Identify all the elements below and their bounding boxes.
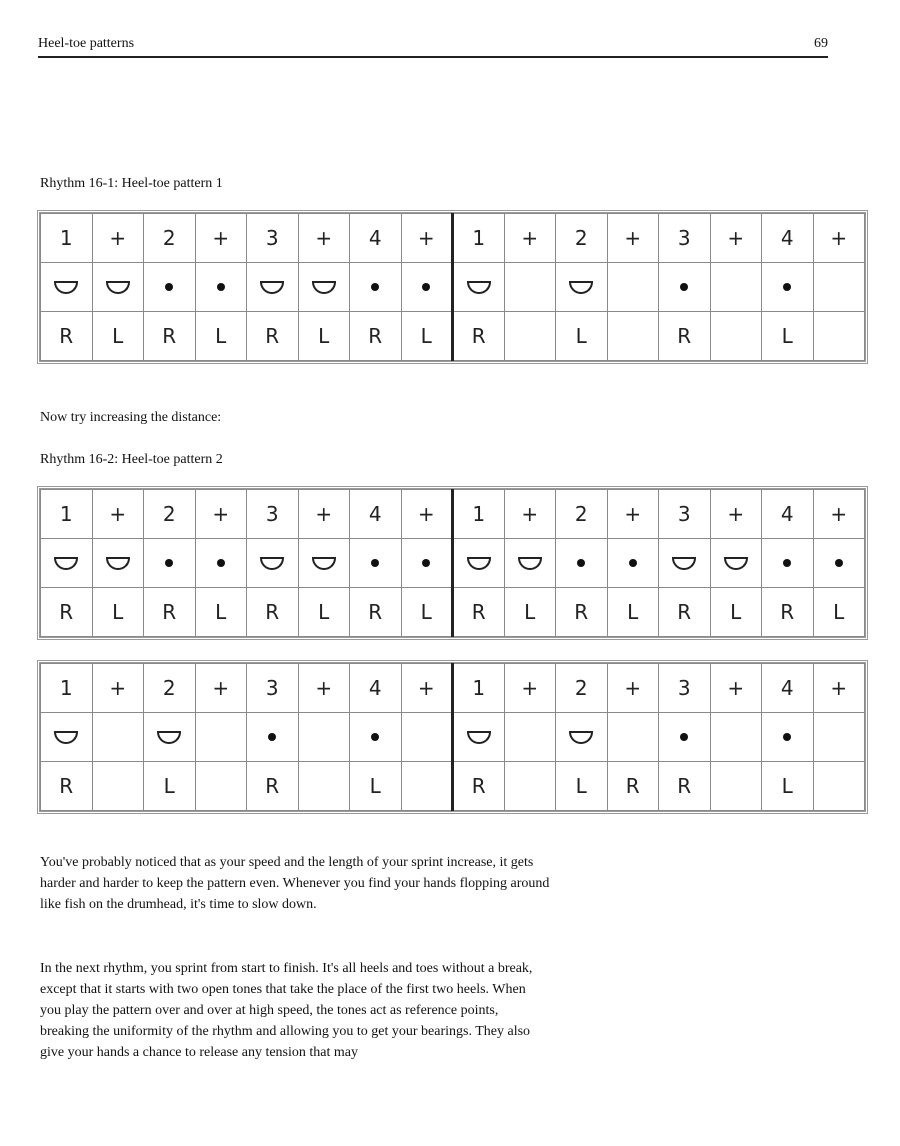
count-cell — [607, 664, 659, 713]
hand-label: L — [215, 600, 227, 624]
count-cell — [659, 490, 711, 539]
strokes-row — [41, 263, 865, 312]
hand-cell — [556, 588, 608, 637]
count-label: 2 — [162, 226, 176, 250]
stroke-cell — [762, 539, 814, 588]
count-label: 2 — [162, 676, 176, 700]
heel-icon — [260, 557, 284, 570]
heel-icon — [157, 731, 181, 744]
count-label: + — [109, 226, 127, 250]
hand-cell — [92, 588, 144, 637]
count-label: + — [830, 502, 848, 526]
count-label: + — [315, 502, 333, 526]
hand-cell — [813, 762, 865, 811]
hand-label: L — [781, 774, 793, 798]
stroke-cell — [710, 263, 762, 312]
heel-icon — [106, 557, 130, 570]
hand-cell — [453, 588, 505, 637]
count-cell — [92, 664, 144, 713]
hand-label: L — [575, 324, 587, 348]
hand-cell — [350, 762, 402, 811]
hand-cell — [453, 762, 505, 811]
hand-label: R — [471, 600, 486, 624]
heel-icon — [518, 557, 542, 570]
count-cell — [453, 664, 505, 713]
hand-cell — [607, 312, 659, 361]
count-label: + — [212, 676, 230, 700]
stroke-cell — [247, 713, 299, 762]
count-cell — [195, 490, 247, 539]
toe-icon — [629, 559, 637, 567]
stroke-cell — [298, 263, 350, 312]
toe-icon — [835, 559, 843, 567]
count-label: 2 — [574, 226, 588, 250]
count-cell — [195, 214, 247, 263]
stroke-cell — [92, 713, 144, 762]
hand-label: R — [625, 774, 640, 798]
count-cell — [350, 490, 402, 539]
stroke-cell — [453, 539, 505, 588]
count-cell — [92, 214, 144, 263]
hand-cell — [504, 588, 556, 637]
count-cell — [298, 490, 350, 539]
count-label: + — [521, 676, 539, 700]
hand-label: L — [420, 324, 432, 348]
stroke-cell — [762, 263, 814, 312]
count-cell — [298, 214, 350, 263]
count-cell — [41, 490, 93, 539]
count-label: + — [727, 502, 745, 526]
rhythm-1-caption: Rhythm 16-1: Heel-toe pattern 1 — [40, 176, 223, 191]
count-cell — [659, 664, 711, 713]
hand-cell — [41, 312, 93, 361]
hand-label: L — [163, 774, 175, 798]
stroke-cell — [813, 539, 865, 588]
page-header — [38, 34, 828, 58]
count-label: 3 — [265, 676, 279, 700]
count-label: 1 — [59, 676, 73, 700]
hand-cell — [92, 312, 144, 361]
hand-cell — [298, 588, 350, 637]
heel-icon — [467, 281, 491, 294]
count-cell — [710, 664, 762, 713]
hand-label: R — [677, 600, 692, 624]
count-label: + — [624, 226, 642, 250]
count-label: + — [212, 502, 230, 526]
count-cell — [813, 214, 865, 263]
count-label: + — [109, 502, 127, 526]
count-label: 3 — [265, 502, 279, 526]
count-cell — [504, 664, 556, 713]
heel-icon — [312, 281, 336, 294]
counts-row — [41, 214, 865, 263]
toe-icon — [422, 283, 430, 291]
toe-icon — [268, 733, 276, 741]
stroke-cell — [401, 263, 453, 312]
stroke-cell — [710, 539, 762, 588]
count-label: + — [521, 502, 539, 526]
hand-label: R — [471, 774, 486, 798]
stroke-cell — [195, 539, 247, 588]
count-cell — [92, 490, 144, 539]
hands-row — [41, 762, 865, 811]
stroke-cell — [556, 539, 608, 588]
toe-icon — [783, 559, 791, 567]
hand-label: R — [162, 600, 177, 624]
stroke-cell — [659, 263, 711, 312]
hand-label: L — [215, 324, 227, 348]
hand-cell — [453, 312, 505, 361]
toe-icon — [371, 559, 379, 567]
heel-icon — [260, 281, 284, 294]
hand-cell — [710, 312, 762, 361]
count-label: + — [417, 226, 435, 250]
heel-icon — [106, 281, 130, 294]
paragraph-2: In the next rhythm, you sprint from start to finish. It's all heels and toes without a break, except that it starts with two open tones that take the place of the first two heels. When you play the pattern over and over at high speed, the tones act as reference points, breaking the uniformity of the rhythm and allowing you to get your bearings. They also give your hands a chance to release any tension that may — [40, 961, 533, 1060]
count-label: 1 — [472, 676, 486, 700]
hand-cell — [556, 762, 608, 811]
counts-row — [41, 664, 865, 713]
hand-label: R — [59, 774, 74, 798]
hand-cell — [195, 588, 247, 637]
count-cell — [504, 490, 556, 539]
stroke-cell — [247, 263, 299, 312]
hand-label: R — [265, 600, 280, 624]
count-cell — [298, 664, 350, 713]
count-cell — [401, 664, 453, 713]
stroke-cell — [144, 713, 196, 762]
count-label: + — [315, 676, 333, 700]
hand-label: L — [420, 600, 432, 624]
heel-icon — [569, 281, 593, 294]
hand-cell — [813, 588, 865, 637]
hand-label: R — [162, 324, 177, 348]
count-cell — [195, 664, 247, 713]
count-cell — [813, 664, 865, 713]
hand-label: L — [833, 600, 845, 624]
hand-cell — [607, 762, 659, 811]
stroke-cell — [92, 539, 144, 588]
hand-label: R — [677, 324, 692, 348]
hand-label: R — [677, 774, 692, 798]
hand-label: R — [574, 600, 589, 624]
count-label: + — [830, 676, 848, 700]
hand-cell — [401, 312, 453, 361]
toe-icon — [680, 283, 688, 291]
stroke-cell — [556, 713, 608, 762]
stroke-cell — [401, 539, 453, 588]
stroke-cell — [144, 263, 196, 312]
stroke-cell — [659, 713, 711, 762]
hand-cell — [556, 312, 608, 361]
hand-label: R — [265, 324, 280, 348]
count-cell — [607, 214, 659, 263]
hand-cell — [298, 762, 350, 811]
count-label: 3 — [677, 226, 691, 250]
stroke-cell — [813, 713, 865, 762]
count-label: 4 — [368, 226, 382, 250]
count-cell — [350, 664, 402, 713]
hand-label: R — [265, 774, 280, 798]
stroke-cell — [607, 539, 659, 588]
count-cell — [401, 214, 453, 263]
toe-icon — [217, 559, 225, 567]
hand-label: L — [627, 600, 639, 624]
rhythm-2-grid-line-2 — [40, 663, 865, 811]
hand-cell — [247, 588, 299, 637]
heel-icon — [54, 281, 78, 294]
hand-cell — [144, 588, 196, 637]
hand-cell — [762, 312, 814, 361]
toe-icon — [422, 559, 430, 567]
count-cell — [247, 664, 299, 713]
strokes-row — [41, 713, 865, 762]
count-cell — [247, 490, 299, 539]
hand-cell — [401, 762, 453, 811]
count-label: 4 — [368, 502, 382, 526]
count-label: + — [417, 676, 435, 700]
count-label: 3 — [677, 676, 691, 700]
count-label: 4 — [780, 502, 794, 526]
count-label: 4 — [780, 676, 794, 700]
hand-label: L — [575, 774, 587, 798]
count-cell — [762, 664, 814, 713]
stroke-cell — [607, 263, 659, 312]
strokes-row — [41, 539, 865, 588]
rhythm-2-caption: Rhythm 16-2: Heel-toe pattern 2 — [40, 452, 223, 467]
count-cell — [710, 490, 762, 539]
count-label: 1 — [472, 502, 486, 526]
hand-cell — [659, 312, 711, 361]
stroke-cell — [504, 713, 556, 762]
stroke-cell — [453, 263, 505, 312]
stroke-cell — [556, 263, 608, 312]
hand-label: R — [471, 324, 486, 348]
count-cell — [453, 214, 505, 263]
hand-label: R — [368, 600, 383, 624]
count-label: 2 — [574, 502, 588, 526]
stroke-cell — [607, 713, 659, 762]
stroke-cell — [401, 713, 453, 762]
toe-icon — [165, 559, 173, 567]
hand-cell — [401, 588, 453, 637]
count-label: 1 — [472, 226, 486, 250]
hand-cell — [92, 762, 144, 811]
hands-row — [41, 312, 865, 361]
hand-label: L — [318, 600, 330, 624]
hand-cell — [195, 312, 247, 361]
hand-cell — [350, 312, 402, 361]
count-label: 3 — [677, 502, 691, 526]
hand-cell — [247, 762, 299, 811]
count-cell — [144, 490, 196, 539]
heel-icon — [569, 731, 593, 744]
count-cell — [556, 664, 608, 713]
count-cell — [813, 490, 865, 539]
hand-label: L — [112, 600, 124, 624]
count-label: + — [315, 226, 333, 250]
between-text: Now try increasing the distance: — [40, 410, 222, 425]
count-cell — [453, 490, 505, 539]
hand-cell — [710, 588, 762, 637]
stroke-cell — [195, 713, 247, 762]
hand-cell — [762, 588, 814, 637]
count-label: 4 — [368, 676, 382, 700]
heel-icon — [54, 731, 78, 744]
stroke-cell — [813, 263, 865, 312]
stroke-cell — [762, 713, 814, 762]
hand-label: L — [730, 600, 742, 624]
hand-cell — [813, 312, 865, 361]
count-label: + — [521, 226, 539, 250]
hand-label: R — [59, 324, 74, 348]
heel-icon — [467, 557, 491, 570]
stroke-cell — [41, 539, 93, 588]
hand-cell — [350, 588, 402, 637]
count-label: + — [727, 226, 745, 250]
count-cell — [556, 490, 608, 539]
hand-cell — [762, 762, 814, 811]
count-label: + — [624, 502, 642, 526]
stroke-cell — [195, 263, 247, 312]
count-cell — [247, 214, 299, 263]
hand-cell — [41, 588, 93, 637]
toe-icon — [680, 733, 688, 741]
count-cell — [401, 490, 453, 539]
section-title: Heel-toe patterns — [38, 36, 135, 51]
hand-cell — [504, 312, 556, 361]
stroke-cell — [41, 263, 93, 312]
stroke-cell — [710, 713, 762, 762]
count-label: 1 — [59, 226, 73, 250]
stroke-cell — [298, 713, 350, 762]
stroke-cell — [350, 713, 402, 762]
hand-label: L — [524, 600, 536, 624]
count-label: + — [727, 676, 745, 700]
count-label: 2 — [162, 502, 176, 526]
count-cell — [659, 214, 711, 263]
heel-icon — [467, 731, 491, 744]
page-number: 69 — [814, 36, 828, 51]
count-cell — [556, 214, 608, 263]
heel-icon — [312, 557, 336, 570]
toe-icon — [371, 733, 379, 741]
hand-label: L — [112, 324, 124, 348]
hand-label: L — [369, 774, 381, 798]
toe-icon — [783, 283, 791, 291]
count-label: + — [830, 226, 848, 250]
hand-cell — [41, 762, 93, 811]
hand-cell — [144, 762, 196, 811]
counts-row — [41, 490, 865, 539]
stroke-cell — [247, 539, 299, 588]
hand-label: R — [368, 324, 383, 348]
hand-cell — [298, 312, 350, 361]
count-label: 2 — [574, 676, 588, 700]
rhythm-1-grid — [40, 213, 865, 361]
hands-row — [41, 588, 865, 637]
hand-label: R — [59, 600, 74, 624]
hand-cell — [659, 588, 711, 637]
count-cell — [41, 664, 93, 713]
stroke-cell — [41, 713, 93, 762]
hand-cell — [607, 588, 659, 637]
count-label: + — [417, 502, 435, 526]
stroke-cell — [92, 263, 144, 312]
toe-icon — [165, 283, 173, 291]
hand-cell — [659, 762, 711, 811]
count-label: 4 — [780, 226, 794, 250]
heel-icon — [54, 557, 78, 570]
count-cell — [762, 214, 814, 263]
stroke-cell — [659, 539, 711, 588]
hand-cell — [195, 762, 247, 811]
stroke-cell — [144, 539, 196, 588]
count-cell — [144, 214, 196, 263]
stroke-cell — [504, 539, 556, 588]
hand-label: R — [780, 600, 795, 624]
count-label: 1 — [59, 502, 73, 526]
hand-cell — [710, 762, 762, 811]
stroke-cell — [504, 263, 556, 312]
count-cell — [41, 214, 93, 263]
count-cell — [607, 490, 659, 539]
rhythm-2-grid-line-1 — [40, 489, 865, 637]
count-label: + — [212, 226, 230, 250]
toe-icon — [577, 559, 585, 567]
heel-icon — [672, 557, 696, 570]
count-label: + — [624, 676, 642, 700]
count-cell — [504, 214, 556, 263]
stroke-cell — [298, 539, 350, 588]
hand-cell — [144, 312, 196, 361]
count-label: 3 — [265, 226, 279, 250]
count-cell — [144, 664, 196, 713]
stroke-cell — [453, 713, 505, 762]
count-label: + — [109, 676, 127, 700]
hand-cell — [247, 312, 299, 361]
count-cell — [762, 490, 814, 539]
paragraph-1: You've probably noticed that as your speed and the length of your sprint increase, it gets harder and harder to keep the pattern even. Whenever you find your hands flopping around like fish on the drumhead, it's time to slow down. — [40, 855, 550, 912]
stroke-cell — [350, 539, 402, 588]
count-cell — [710, 214, 762, 263]
toe-icon — [371, 283, 379, 291]
count-cell — [350, 214, 402, 263]
toe-icon — [783, 733, 791, 741]
stroke-cell — [350, 263, 402, 312]
toe-icon — [217, 283, 225, 291]
heel-icon — [724, 557, 748, 570]
hand-label: L — [781, 324, 793, 348]
hand-cell — [504, 762, 556, 811]
hand-label: L — [318, 324, 330, 348]
